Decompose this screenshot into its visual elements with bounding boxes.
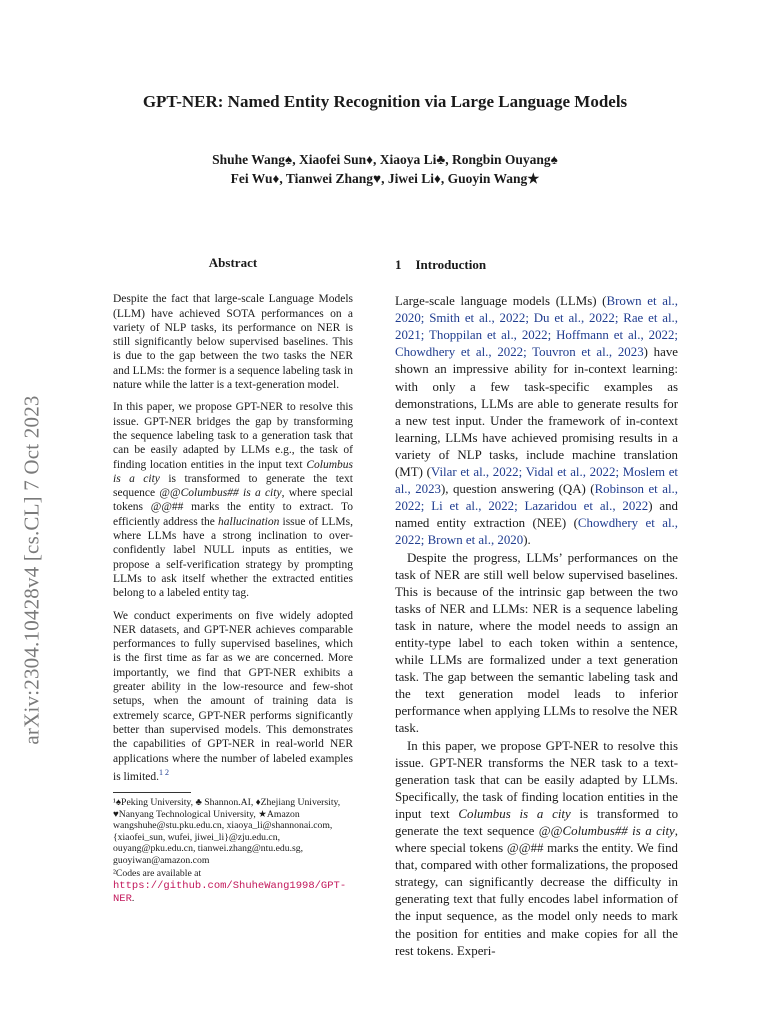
authors-line-1: Shuhe Wang♠, Xiaofei Sun♦, Xiaoya Li♣, Rongbin Ouyang♠ — [212, 152, 558, 167]
author-block — [120, 150, 650, 188]
abstract-paragraph-3 — [113, 609, 353, 784]
footnote-code — [113, 868, 353, 905]
footnote-ref[interactable]: 1 2 — [159, 767, 169, 777]
citation-link[interactable]: Vilar et al., 2022; Vidal et al., 2022; Moslem et al., 2023 — [395, 465, 678, 497]
example-text: Columbus## is a city — [180, 487, 282, 500]
text-run: . — [131, 892, 135, 904]
section-title: Introduction — [415, 257, 487, 272]
text-run: , where special tokens @@## marks the entity. We find that, compared with other formalizations, the proposed strategy, can significantly decrease the difficulty in generating text that fully encodes label information of the input sequence, as the model only needs to mark the position for entities and make copies for all the rest tokens. Experi- — [395, 824, 678, 958]
example-text: Columbus is a city — [458, 806, 571, 821]
text-run: ²Codes are available at — [113, 868, 202, 880]
arxiv-id: arXiv:2304.10428v4 [cs.CL] 7 Oct 2023 — [19, 395, 44, 745]
text-run: Large-scale language models (LLMs) ( — [395, 294, 607, 309]
introduction-heading — [395, 256, 678, 273]
citation-link[interactable]: Chowdhery et al., 2022; Brown et al., 2020 — [395, 516, 678, 548]
footnotes — [113, 797, 353, 905]
abstract-paragraph-1: Despite the fact that large-scale Language Models (LLM) have achieved SOTA performances on a variety of NLP tasks, its performance on NER is still significantly below supervised baselines. This is due to the gap between the two tasks the NER and LLMs: the former is a sequence labeling task in nature while the latter is a text-generation model. — [113, 293, 353, 392]
text-run: ), question answering (QA) ( — [441, 482, 595, 497]
emphasis-text: hallucination — [218, 515, 280, 528]
text-run: We conduct experiments on five widely adopted NER datasets, and GPT-NER achieves comparable performances to fully supervised baselines, which is the first time as far as we are concerned. More importantly, we find that GPT-NER exhibits a greater ability in the low-resource and few-shot setups, when the amount of training data is extremely scarce, GPT-NER performs significantly better than supervised models. This demonstrates the capabilities of GPT-NER in real-world NER applications where the number of labeled examples is limited. — [113, 609, 353, 783]
intro-paragraph-1 — [395, 293, 678, 549]
intro-paragraph-2: Despite the progress, LLMs’ performances on the task of NER are still well below supervised baselines. This is because of the intrinsic gap between the two tasks of NER and LLMs: NER is a sequence labeling task in nature, where the model needs to assign an entity-type label to each token within a sentence, while LLMs are formalized under a text generation task. The gap between the semantic labeling task and the text generation model leads to inferior performance when applying LLMs to resolve the NER task. — [395, 550, 678, 736]
text-run: is transformed to generate the text sequence @@ — [395, 806, 679, 838]
footnote-affiliations-1: ¹♠Peking University, ♣ Shannon.AI, ♦Zhejiang University, — [113, 796, 341, 808]
arxiv-sidebar-stamp — [12, 340, 52, 800]
intro-paragraph-3 — [395, 738, 678, 960]
footnote-emails-4: guoyiwan@amazon.com — [113, 854, 210, 866]
text-run: , where special tokens @@## marks the entity to extract. To efficiently address the — [113, 487, 353, 528]
text-run: ) and named entity extraction (NEE) ( — [395, 499, 678, 531]
text-run: In this paper, we propose GPT-NER to resolve this issue. GPT-NER transforms the NER task to a text-generation task that can be easily adapted by LLMs. Specifically, the task of finding location entities in the input text — [395, 738, 678, 821]
footnote-emails-1: wangshuhe@stu.pku.edu.cn, xiaoya_li@shannonai.com, — [113, 820, 333, 832]
section-number: 1 — [395, 257, 402, 272]
abstract-heading: Abstract — [208, 255, 258, 270]
text-run: is transformed to generate the text sequence @@ — [113, 472, 353, 500]
paper-title: GPT-NER: Named Entity Recognition via Large Language Models — [142, 92, 628, 111]
footnote-emails-3: ouyang@pku.edu.cn, tianwei.zhang@ntu.edu.sg, — [113, 843, 304, 855]
citation-link[interactable]: Brown et al., 2020; Smith et al., 2022; Du et al., 2022; Rae et al., 2021; Thoppilan et al., 2022; Hoffmann et al., 2022; Chowdhery et al., 2022; Touvron et al., 2023 — [395, 294, 678, 360]
footnote-divider — [113, 792, 191, 793]
example-text: Columbus is a city — [113, 458, 353, 485]
authors-line-2: Fei Wu♦, Tianwei Zhang♥, Jiwei Li♦, Guoyin Wang★ — [230, 171, 540, 186]
abstract-paragraph-2 — [113, 400, 353, 600]
code-link[interactable]: https://github.com/ShuheWang1998/GPT-NER — [113, 880, 347, 905]
text-run: issue of LLMs, where LLMs have a strong inclination to over-confidently label NULL inputs as entities, we propose a self-verification strategy by prompting LLMs to ask itself whether the extracted entities belong to a labeled entity tag. — [113, 515, 353, 600]
footnote-emails-2: {xiaofei_sun, wufei, jiwei_li}@zju.edu.cn, — [113, 831, 280, 843]
text-run: In this paper, we propose GPT-NER to resolve this issue. GPT-NER bridges the gap by transforming the sequence labeling task to a generation task that can be easily adapted by LLMs e.g., the task of finding location entities in the input text — [113, 401, 353, 471]
footnote-affiliations-2: ♥Nanyang Technological University, ★Amazon — [113, 808, 300, 820]
text-run: ). — [523, 533, 531, 548]
example-text: Columbus## is a city — [562, 824, 675, 838]
text-run: ) have shown an impressive ability for in-context learning: with only a few task-specific examples as demonstrations, LLMs are able to generate results for a new test input. Under the framework of in-context learning, LLMs have achieved promising results in a variety of NLP tasks, include machine translation (MT) ( — [395, 345, 678, 480]
citation-link[interactable]: Robinson et al., 2022; Li et al., 2022; Lazaridou et al., 2022 — [395, 482, 678, 514]
left-column — [113, 256, 353, 905]
right-column — [395, 256, 678, 960]
